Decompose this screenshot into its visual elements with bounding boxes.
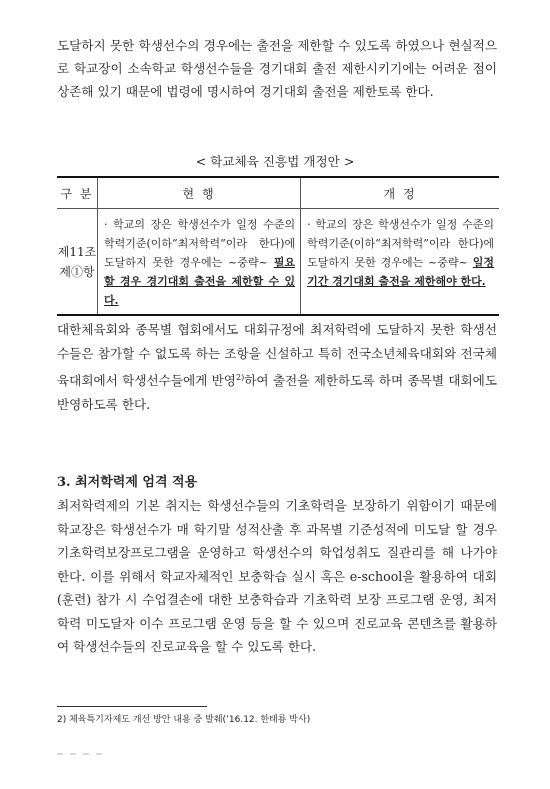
clause-number: 제①항 [59,264,95,279]
table-caption: < 학교체육 진흥법 개정안 > [195,154,355,169]
second-paragraph [57,318,497,417]
scan-artifact [57,740,127,750]
second-paragraph-before: 대한체육회와 종목별 협회에서도 대회규정에 최저학력에 도달하지 못한 학생선수들은 참가할 수 없도록 하는 조항을 신설하고 특히 전국소년체육대회와 전국체육대회에서 학생선수들에게 반영 [57,322,497,389]
header-category: 구 분 [57,177,98,209]
current-law-emphasis: 필요할 경우 경기대회 출전을 제한할 수 있다. [104,256,296,307]
header-current: 현 행 [98,177,301,209]
intro-paragraph: 도달하지 못한 학생선수의 경우에는 출전을 제한할 수 있도록 하였으나 현실적으로 학교장이 소속학교 학생선수들을 경기대회 출전 제한시키기에는 어려운 점이 상존해 있기 때문에 법령에 명시하여 경기대회 출전을 제한토록 한다. [57,38,497,99]
law-amendment-table [57,176,499,316]
table-row [57,209,499,316]
article-number: 제11조 [57,244,97,259]
footnote-reference: 2) [235,373,245,382]
footnote: 2) 체육특기자제도 개선 방안 내용 중 발췌(’16.12. 한태룡 박사) [57,715,311,725]
current-law-text: · 학교의 장은 학생선수가 일정 수준의 학력기준(이하“최저학력”이라 한다)에 도달하지 못한 경우에는 ~중략~ [104,218,296,269]
row-category [57,209,98,316]
current-law-cell [98,209,301,316]
revision-text: · 학교의 장은 학생선수가 일정 수준의 학력기준(이하“최저학력”이라 한다)에 도달하지 못한 경우에는 ~중략~ [307,218,494,269]
section-heading: 3. 최저학력제 엄격 적용 [57,475,198,490]
revision-emphasis: 일정기간 경기대회 출전을 제한해야 한다. [307,256,494,288]
footnote-divider [57,706,207,707]
second-paragraph-after: 하여 출전을 제한하도록 하며 종목별 대회에도 반영하도록 한다. [57,373,497,413]
header-revision: 개 정 [301,177,499,209]
third-paragraph: 최저학력제의 기본 취지는 학생선수들의 기초학력을 보장하기 위함이기 때문에 학교장은 학생선수가 매 학기말 성적산출 후 과목별 기준성적에 미도달 할 경우 기초학력보장프로그램을 운영하고 학생선수의 학업성취도 질관리를 해 나가야 한다. 이를 위해서 학교자체적인 보충학습 실시 혹은 e-school을 활용하여 대회(훈련) 참가 시 수업결손에 대한 보충학습과 기초학력 보장 프로그램 운영, 최저학력 미도달자 이수 프로그램 운영 등을 할 수 있으며 진로교육 콘텐츠를 활용하여 학생선수들의 진로교육을 할 수 있도록 한다. [57,498,497,654]
revision-cell [301,209,499,316]
table-header-row [57,177,499,209]
